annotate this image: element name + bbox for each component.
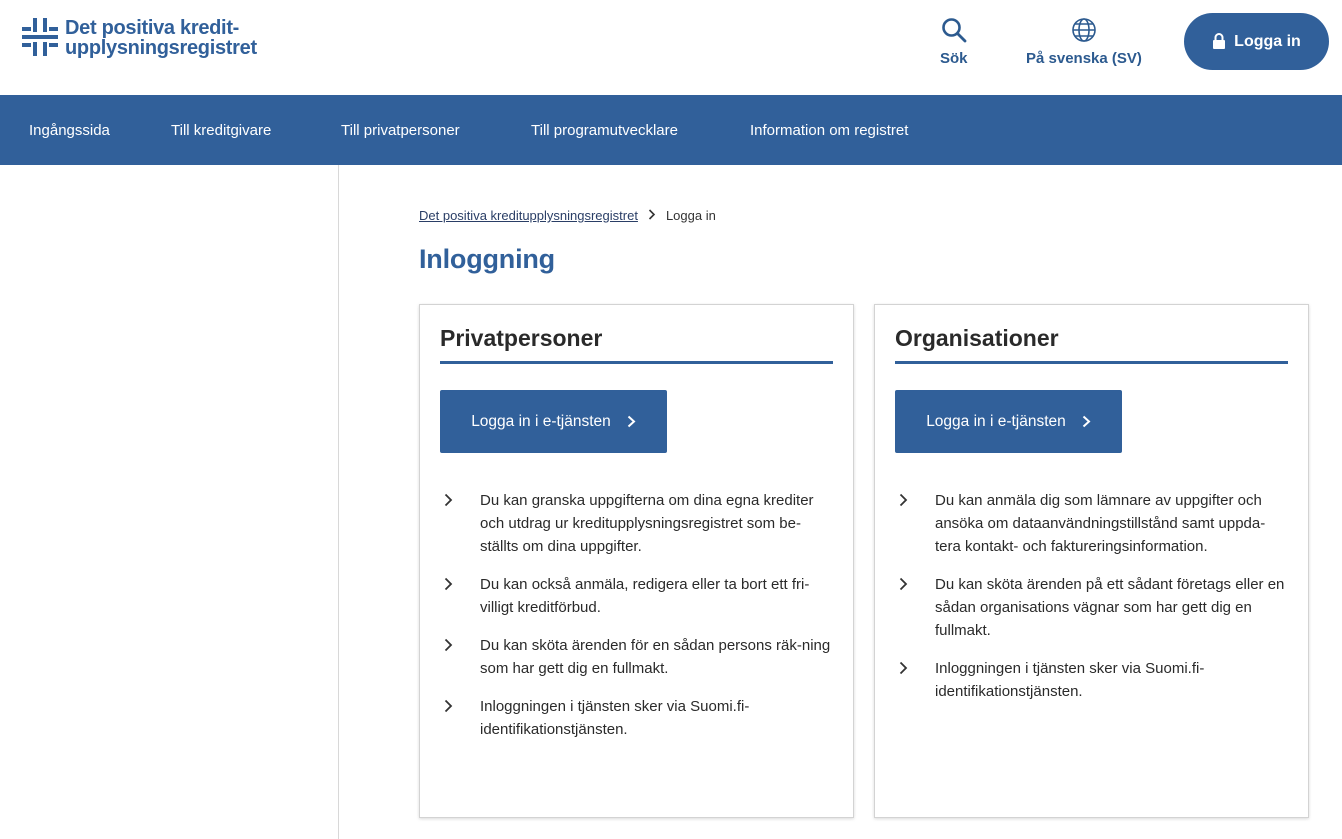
chevron-right-icon bbox=[895, 573, 935, 596]
list-item-text: Du kan anmäla dig som lämnare av uppgifter och ansöka om dataanvändningstillstånd samt uppda-tera kontakt- och faktureringsinformation. bbox=[935, 492, 1266, 555]
private-info-list bbox=[440, 489, 835, 756]
chevron-right-icon bbox=[440, 695, 480, 718]
card-organisations bbox=[874, 304, 1309, 818]
globe-icon bbox=[1071, 16, 1097, 44]
breadcrumb-home-link[interactable]: Det positiva kreditupplysningsregistret bbox=[419, 208, 638, 223]
breadcrumb-separator bbox=[648, 208, 656, 223]
list-item bbox=[895, 489, 1290, 558]
chevron-right-icon bbox=[627, 415, 636, 428]
card-title: Organisationer bbox=[895, 325, 1059, 351]
list-item-text: Du kan granska uppgifterna om dina egna krediter och utdrag ur kreditupplysningsregistret som be-ställts om dina uppgifter. bbox=[480, 492, 814, 555]
private-login-label: Logga in i e-tjänsten bbox=[471, 412, 611, 430]
language-label: På svenska (SV) bbox=[1026, 50, 1142, 67]
chevron-right-icon bbox=[895, 489, 935, 512]
nav-item-private-persons[interactable]: Till privatpersoner bbox=[341, 122, 460, 139]
list-item-text: Du kan också anmäla, redigera eller ta bort ett fri-villigt kreditförbud. bbox=[480, 576, 810, 616]
card-private-persons bbox=[419, 304, 854, 818]
organisation-info-list bbox=[895, 489, 1290, 718]
site-logo[interactable] bbox=[22, 18, 257, 58]
logo-line-2: upplysningsregistret bbox=[65, 37, 257, 59]
list-item bbox=[440, 573, 835, 619]
list-item bbox=[440, 489, 835, 558]
organisation-login-button[interactable] bbox=[895, 390, 1122, 453]
breadcrumb bbox=[419, 208, 716, 223]
list-item-text: Du kan sköta ärenden på ett sådant företags eller en sådan organisations vägnar som har gett dig en fullmakt. bbox=[935, 576, 1285, 639]
search-icon bbox=[941, 16, 967, 44]
list-item bbox=[440, 695, 835, 741]
list-item-text: Du kan sköta ärenden för en sådan persons räk-ning som har gett dig en fullmakt. bbox=[480, 637, 831, 677]
list-item bbox=[895, 657, 1290, 703]
search-label: Sök bbox=[940, 50, 968, 67]
list-item bbox=[440, 634, 835, 680]
chevron-right-icon bbox=[440, 573, 480, 596]
list-item bbox=[895, 573, 1290, 642]
page-title: Inloggning bbox=[419, 244, 555, 274]
chevron-right-icon bbox=[648, 209, 656, 220]
login-label: Logga in bbox=[1234, 32, 1301, 50]
language-selector[interactable] bbox=[1026, 16, 1142, 67]
breadcrumb-current: Logga in bbox=[665, 208, 716, 223]
chevron-right-icon bbox=[895, 657, 935, 680]
private-login-button[interactable] bbox=[440, 390, 667, 453]
search-button[interactable] bbox=[940, 16, 968, 67]
card-title: Privatpersoner bbox=[440, 325, 603, 351]
nav-item-home[interactable]: Ingångssida bbox=[29, 122, 110, 139]
registry-logo-icon bbox=[22, 18, 58, 56]
site-header bbox=[0, 0, 1342, 95]
lock-icon bbox=[1212, 33, 1226, 50]
nav-item-creditors[interactable]: Till kreditgivare bbox=[171, 122, 272, 139]
login-button[interactable] bbox=[1184, 13, 1329, 70]
nav-item-developers[interactable]: Till programutvecklare bbox=[531, 122, 678, 139]
nav-item-registry-info[interactable]: Information om registret bbox=[750, 122, 909, 139]
list-item-text: Inloggningen i tjänsten sker via Suomi.fi-identifikationstjänsten. bbox=[935, 660, 1205, 700]
organisation-login-label: Logga in i e-tjänsten bbox=[926, 412, 1066, 430]
list-item-text: Inloggningen i tjänsten sker via Suomi.fi-identifikationstjänsten. bbox=[480, 698, 750, 738]
chevron-right-icon bbox=[440, 489, 480, 512]
logo-text bbox=[65, 18, 257, 58]
chevron-right-icon bbox=[1082, 415, 1091, 428]
card-divider bbox=[440, 361, 833, 364]
logo-line-1: Det positiva kredit- bbox=[65, 17, 240, 39]
chevron-right-icon bbox=[440, 634, 480, 657]
main-navigation bbox=[0, 95, 1342, 165]
card-divider bbox=[895, 361, 1288, 364]
sidebar bbox=[0, 165, 339, 839]
